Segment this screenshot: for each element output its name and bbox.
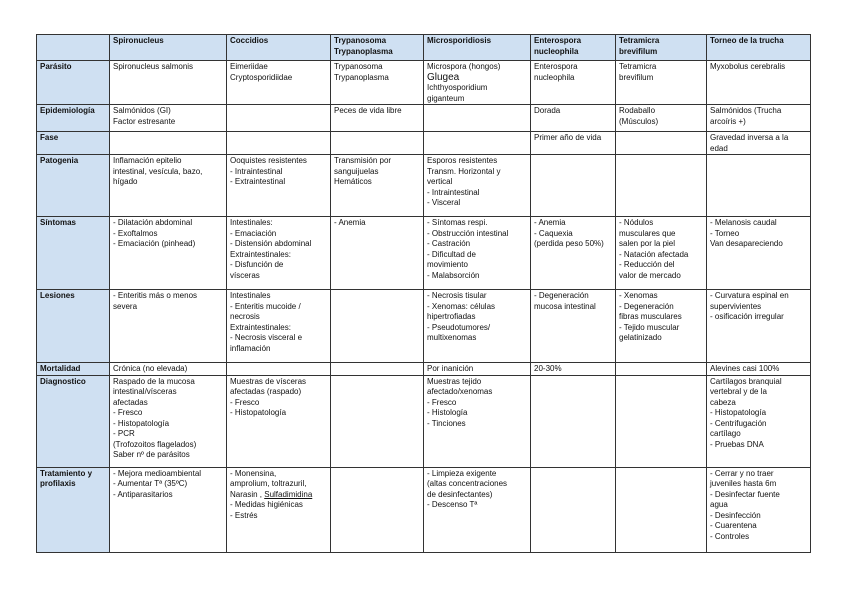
row-header [37, 105, 110, 132]
cell-line: - Exoftalmos [113, 228, 158, 238]
table-row [37, 375, 811, 467]
cell-line: - Controles [710, 531, 750, 541]
cell-line: - Dilatación abdominal [113, 218, 193, 227]
cell-line: vísceras [230, 270, 260, 280]
cell-line: Microspora (hongos) [427, 62, 501, 71]
cell-line: necrosis [230, 312, 260, 321]
cell-line: Salmónidos (Trucha [710, 106, 782, 115]
cell-line: - Torneo [710, 228, 740, 238]
cell-line: - Cerrar y no traer [710, 468, 774, 478]
cell-tetramicra [616, 217, 707, 290]
cell-line: - Fresco [230, 397, 260, 407]
row-header [37, 363, 110, 376]
cell-line: - Limpieza exigente [427, 468, 497, 478]
cell-spironucleus [110, 61, 227, 105]
cell-line: multixenomas [427, 333, 477, 342]
cell-line: - Pseudotumores/ [427, 322, 491, 332]
cell-line: vertebral y de la [710, 387, 767, 396]
cell-tetramicra [616, 61, 707, 105]
cell-line: - Histopatología [113, 418, 170, 428]
cell-line: Extraintestinales: [230, 249, 291, 259]
cell-line: mucosa intestinal [534, 301, 596, 311]
cell-line: Esporos resistentes [427, 156, 498, 165]
col-header-spironucleus [110, 35, 227, 61]
cell-spironucleus [110, 155, 227, 217]
table-row [37, 217, 811, 290]
row-header-text: Fase [40, 133, 59, 142]
cell-line: sanguijuelas [334, 166, 379, 176]
cell-line: cartílago [710, 429, 741, 438]
corner-cell [37, 35, 110, 61]
cell-line: giganteum [427, 93, 465, 103]
cell-line: Trypanoplasma [334, 72, 389, 82]
cell-torneo [707, 290, 811, 363]
column-header-text: Torneo de la trucha [710, 36, 784, 45]
cell-line: Hemáticos [334, 177, 372, 186]
cell-enterospora [531, 155, 616, 217]
row-header-text: Diagnostico [40, 376, 86, 386]
cell-line: Cryptosporidiidae [230, 72, 293, 82]
cell-line: Ooquistes resistentes [230, 156, 307, 165]
column-header-text: brevifilum [619, 46, 658, 56]
cell-line: hipertrofiadas [427, 312, 476, 321]
cell-line: 20-30% [534, 364, 562, 373]
cell-line: nucleophila [534, 72, 575, 82]
cell-line: (altas concentraciones [427, 479, 508, 488]
cell-line: afectadas [113, 397, 148, 407]
cell-line: Factor estresante [113, 116, 176, 126]
row-header-text: profilaxis [40, 479, 76, 488]
cell-line: - Medidas higiénicas [230, 500, 303, 509]
cell-line: Enterospora [534, 62, 578, 71]
cell-line: edad [710, 143, 728, 153]
cell-line: - Distensión abdominal [230, 239, 312, 248]
cell-line: - Emaciación (pinhead) [113, 239, 196, 248]
cell-microsporidiosis [424, 105, 531, 132]
cell-line: - Nódulos [619, 218, 654, 227]
column-header-text: Trypanosoma [334, 36, 387, 45]
cell-line: afectadas (raspado) [230, 387, 302, 396]
cell-line: Rodaballo [619, 106, 656, 115]
cell-line: Intestinales: [230, 218, 273, 227]
cell-line: (Músculos) [619, 116, 659, 126]
cell-microsporidiosis [424, 363, 531, 376]
cell-coccidios [227, 290, 331, 363]
header-row [37, 35, 811, 61]
cell-line: - Tejido muscular [619, 322, 680, 332]
cell-tetramicra [616, 290, 707, 363]
cell-line: Extraintestinales: [230, 322, 291, 332]
column-header-text: Trypanoplasma [334, 46, 393, 56]
cell-line: - Histopatología [230, 408, 287, 417]
cell-enterospora [531, 375, 616, 467]
column-header-text: Enterospora [534, 36, 582, 45]
cell-line: - osificación irregular [710, 312, 784, 321]
cell-line: Transmisión por [334, 156, 392, 165]
cell-tetramicra [616, 105, 707, 132]
cell-line: - Dificultad de [427, 249, 476, 259]
row-header-text: Parásito [40, 62, 72, 71]
cell-line: - Fresco [427, 397, 457, 407]
cell-line: Tetramicra [619, 62, 657, 71]
column-header-text: Spironucleus [113, 36, 164, 45]
cell-line: Trypanosoma [334, 62, 383, 71]
cell-trypanosoma [331, 467, 424, 552]
row-header-text: Tratamiento y [40, 468, 93, 478]
table-row [37, 155, 811, 217]
cell-line: - Melanosis caudal [710, 218, 777, 227]
cell-enterospora [531, 467, 616, 552]
cell-line: - Histología [427, 408, 468, 417]
cell-line: Primer año de vida [534, 133, 602, 142]
cell-line: - Enteritis más o menos [113, 291, 198, 300]
cell-spironucleus [110, 467, 227, 552]
cell-torneo [707, 217, 811, 290]
cell-spironucleus [110, 217, 227, 290]
cell-tetramicra [616, 375, 707, 467]
col-header-coccidios [227, 35, 331, 61]
cell-enterospora [531, 132, 616, 155]
cell-torneo [707, 105, 811, 132]
cell-line: - Enteritis mucoide / [230, 301, 301, 311]
cell-line: - Síntomas respi. [427, 218, 488, 227]
cell-spironucleus [110, 290, 227, 363]
cell-line: - Malabsorción [427, 270, 480, 280]
cell-spironucleus [110, 132, 227, 155]
cell-microsporidiosis [424, 61, 531, 105]
cell-coccidios [227, 375, 331, 467]
cell-line: Dorada [534, 106, 561, 115]
cell-line: Gravedad inversa a la [710, 133, 789, 142]
cell-enterospora [531, 105, 616, 132]
cell-trypanosoma [331, 375, 424, 467]
cell-line: brevifilum [619, 72, 654, 82]
cell-line: - Pruebas DNA [710, 439, 764, 449]
cell-line: - Disfunción de [230, 260, 284, 269]
cell-line: - Natación afectada [619, 249, 689, 259]
cell-line: inflamación [230, 343, 271, 353]
cell-torneo [707, 467, 811, 552]
cell-line: - Antiparasitarios [113, 489, 173, 499]
cell-trypanosoma [331, 132, 424, 155]
cell-line: Muestras tejido [427, 376, 482, 386]
cell-line: Eimeriidae [230, 62, 268, 71]
row-header-text: Patogenia [40, 156, 79, 165]
cell-tetramicra [616, 467, 707, 552]
cell-line: - Centrifugación [710, 418, 767, 428]
cell-line: - Fresco [113, 408, 143, 417]
cell-line: Saber nº de parásitos [113, 450, 190, 459]
column-header-text: Tetramicra [619, 36, 660, 45]
cell-line: - Reducción del [619, 260, 675, 269]
cell-line: - Curvatura espinal en [710, 291, 789, 300]
cell-line: Spironucleus salmonis [113, 62, 194, 71]
cell-line: - Mejora medioambiental [113, 468, 202, 478]
cell-microsporidiosis [424, 290, 531, 363]
row-header-text: Epidemiología [40, 106, 95, 115]
cell-line: vertical [427, 177, 453, 186]
cell-coccidios [227, 363, 331, 376]
cell-torneo [707, 61, 811, 105]
cell-line: Inflamación epitelio [113, 156, 182, 165]
cell-coccidios [227, 467, 331, 552]
cell-line: - Cuarentena [710, 521, 757, 530]
cell-trypanosoma [331, 363, 424, 376]
cell-torneo [707, 132, 811, 155]
cell-line: Myxobolus cerebralis [710, 62, 786, 71]
cell-line: - Histopatología [710, 408, 767, 417]
cell-line: Alevines casi 100% [710, 364, 780, 373]
cell-line: - Intraintestinal [230, 166, 283, 176]
cell-line: Por inanición [427, 364, 474, 373]
cell-line: - Degeneración [619, 301, 674, 311]
cell-enterospora [531, 290, 616, 363]
cell-line: - Estrés [230, 510, 258, 520]
cell-line: Intestinales [230, 291, 271, 300]
cell-enterospora [531, 61, 616, 105]
cell-line: - Extraintestinal [230, 177, 286, 186]
cell-line: Crónica (no elevada) [113, 364, 188, 373]
cell-line: - Desinfectar fuente [710, 489, 780, 499]
cell-trypanosoma [331, 105, 424, 132]
cell-tetramicra [616, 363, 707, 376]
cell-spironucleus [110, 105, 227, 132]
cell-line: - Degeneración [534, 291, 589, 300]
cell-line: Peces de vida libre [334, 106, 402, 115]
cell-trypanosoma [331, 217, 424, 290]
row-header [37, 290, 110, 363]
cell-line: musculares que [619, 228, 676, 238]
cell-line: Cartílagos branquial [710, 376, 782, 386]
cell-line: Salmónidos (GI) [113, 106, 171, 115]
cell-torneo [707, 363, 811, 376]
cell-line: Narasin , Sulfadimidina [230, 489, 313, 499]
cell-microsporidiosis [424, 155, 531, 217]
cell-coccidios [227, 155, 331, 217]
cell-line: severa [113, 301, 138, 311]
cell-line: afectado/xenomas [427, 387, 493, 396]
cell-line: - Xenomas [619, 291, 658, 300]
cell-line: movimiento [427, 260, 468, 269]
table-row [37, 363, 811, 376]
cell-line: intestinal, vesícula, bazo, [113, 166, 203, 176]
cell-line: - Anemia [334, 218, 366, 227]
cell-line: (Trofozoitos flagelados) [113, 439, 197, 449]
row-header [37, 375, 110, 467]
cell-line: Glugea [427, 71, 460, 83]
cell-tetramicra [616, 132, 707, 155]
cell-enterospora [531, 363, 616, 376]
cell-line: - Castración [427, 239, 471, 248]
row-header [37, 61, 110, 105]
row-header [37, 155, 110, 217]
cell-line: cabeza [710, 397, 736, 407]
parasite-table [36, 34, 811, 553]
column-header-text: Coccidios [230, 36, 269, 45]
cell-line: - Caquexia [534, 228, 573, 238]
cell-line: - Intraintestinal [427, 187, 480, 197]
table-row [37, 132, 811, 155]
row-header [37, 132, 110, 155]
cell-line: - Anemia [534, 218, 566, 227]
cell-line: - PCR [113, 429, 135, 438]
cell-line: intestinal/vísceras [113, 387, 177, 396]
cell-line: - Descenso Tª [427, 500, 478, 509]
col-header-tetramicra [616, 35, 707, 61]
cell-enterospora [531, 217, 616, 290]
column-header-text: Microsporidiosis [427, 36, 492, 45]
cell-trypanosoma [331, 155, 424, 217]
cell-microsporidiosis [424, 375, 531, 467]
cell-line: - Necrosis tisular [427, 291, 487, 300]
cell-line: hígado [113, 177, 138, 186]
row-header-text: Lesiones [40, 291, 75, 300]
cell-microsporidiosis [424, 217, 531, 290]
cell-line: Van desapareciendo [710, 239, 783, 248]
cell-spironucleus [110, 363, 227, 376]
cell-microsporidiosis [424, 467, 531, 552]
cell-coccidios [227, 61, 331, 105]
cell-tetramicra [616, 155, 707, 217]
cell-torneo [707, 375, 811, 467]
table-row [37, 467, 811, 552]
row-header [37, 217, 110, 290]
row-header-text: Mortalidad [40, 364, 81, 373]
cell-line: - Aumentar Tª (35ºC) [113, 479, 188, 488]
table-row [37, 61, 811, 105]
cell-torneo [707, 155, 811, 217]
cell-coccidios [227, 105, 331, 132]
row-header [37, 467, 110, 552]
table-row [37, 105, 811, 132]
cell-line: arcoíris +) [710, 116, 746, 126]
cell-line: (perdida peso 50%) [534, 239, 604, 248]
cell-line: - Emaciación [230, 228, 277, 238]
cell-line: - Visceral [427, 198, 461, 207]
cell-line: de desinfectantes) [427, 489, 493, 499]
cell-line: Muestras de vísceras [230, 376, 307, 386]
cell-line: juveniles hasta 6m [710, 479, 777, 488]
cell-coccidios [227, 132, 331, 155]
cell-trypanosoma [331, 61, 424, 105]
col-header-enterospora [531, 35, 616, 61]
cell-line: - Tinciones [427, 418, 466, 428]
underlined-term: Sulfadimidina [264, 489, 313, 499]
cell-line: supervivientes [710, 301, 762, 311]
cell-line: - Desinfección [710, 510, 761, 520]
cell-line: - Monensina, [230, 468, 277, 478]
cell-line: Transm. Horizontal y [427, 166, 501, 176]
cell-line: Ichthyosporidium [427, 83, 488, 92]
cell-line: - Obstrucción intestinal [427, 228, 509, 238]
cell-line: amprolium, toltrazuril, [230, 479, 307, 488]
col-header-torneo [707, 35, 811, 61]
cell-line: - Necrosis visceral e [230, 333, 303, 342]
cell-microsporidiosis [424, 132, 531, 155]
cell-line: salen por la piel [619, 239, 676, 248]
col-header-trypanosoma [331, 35, 424, 61]
cell-coccidios [227, 217, 331, 290]
cell-trypanosoma [331, 290, 424, 363]
cell-line: agua [710, 500, 728, 509]
cell-line: fibras musculares [619, 312, 682, 321]
cell-line: gelatinizado [619, 333, 662, 342]
column-header-text: nucleophila [534, 46, 579, 56]
cell-line: - Xenomas: células [427, 301, 496, 311]
col-header-microsporidiosis [424, 35, 531, 61]
row-header-text: Síntomas [40, 218, 77, 227]
cell-spironucleus [110, 375, 227, 467]
cell-line: Raspado de la mucosa [113, 376, 195, 386]
table-row [37, 290, 811, 363]
cell-line: valor de mercado [619, 270, 681, 280]
